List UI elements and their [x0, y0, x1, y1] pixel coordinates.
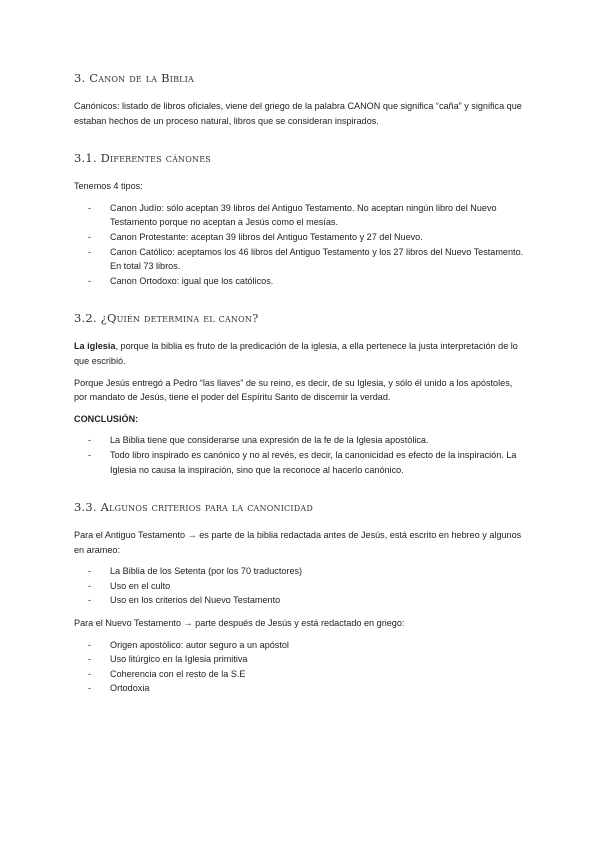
heading-canon: 3. Canon de la Biblia — [74, 71, 195, 85]
list-item: - Coherencia con el resto de la S.E — [74, 667, 526, 682]
list-item: - Canon Protestante: aceptan 39 libros del Antiguo Testamento y 27 del Nuevo. — [74, 230, 526, 245]
list-item: - Origen apostólico: autor seguro a un apóstol — [74, 638, 526, 653]
section-canon — [74, 70, 526, 128]
list-item: - Uso en el culto — [74, 579, 526, 594]
list-antiguo-testamento — [74, 564, 526, 608]
list-item: - Canon Judío: sólo aceptan 39 libros del Antiguo Testamento. No aceptan ningún libro del Nuevo Testamento porque no aceptan a Jesús como el mesías. — [74, 201, 526, 230]
list-item: - Canon Católico: aceptamos los 46 libros del Antiguo Testamento y los 27 libros del Nuevo Testamento. En total 73 libros. — [74, 245, 526, 274]
list-conclusion — [74, 433, 526, 477]
heading-criterios: 3.3. Algunos criterios para la canonicidad — [74, 500, 313, 515]
bold-iglesia: La iglesia — [74, 341, 116, 352]
paragraph-iglesia — [74, 339, 526, 368]
heading-quien-determina: 3.2. ¿Quién determina el canon? — [74, 311, 259, 326]
paragraph-nuevo-testamento: Para el Nuevo Testamento → parte después de Jesús y está redactado en griego: — [74, 618, 405, 629]
list-nuevo-testamento — [74, 638, 526, 696]
paragraph-canonicos: Canónicos: listado de libros oficiales, viene del griego de la palabra CANON que significa “caña” y significa que estaban hechos de un proceso natural, libros que se consideran inspirados. — [74, 101, 522, 126]
paragraph-tipos: Tenemos 4 tipos: — [74, 181, 143, 192]
section-canones — [74, 150, 526, 288]
section-quien-determina — [74, 310, 526, 477]
paragraph-llaves: Porque Jesús entregó a Pedro “las llaves” de su reino, es decir, de su Iglesia, y sólo él unido a los apóstoles, por mandato de Jesús, tiene el poder del Espíritu Santo de discernir la verdad. — [74, 377, 513, 403]
list-item: - La Biblia de los Setenta (por los 70 traductores) — [74, 564, 526, 579]
heading-diferentes-canones: 3.1. Diferentes cánones — [74, 151, 211, 166]
conclusion-label: CONCLUSIÓN: — [74, 413, 139, 424]
list-item: - Todo libro inspirado es canónico y no al revés, es decir, la canonicidad es efecto de la inspiración. La Iglesia no causa la inspiración, sino que la reconoce al hacerlo canónico. — [74, 448, 526, 477]
list-item: - La Biblia tiene que considerarse una expresión de la fe de la Iglesia apostólica. — [74, 433, 526, 448]
list-item: - Canon Ortodoxo: igual que los católicos. — [74, 274, 526, 289]
paragraph-iglesia-rest: , porque la biblia es fruto de la predicación de la iglesia, a ella pertenece la justa interpretación de lo que escribió. — [74, 341, 518, 366]
section-criterios — [74, 499, 526, 696]
list-item: - Ortodoxia — [74, 681, 526, 696]
list-item: - Uso litúrgico en la Iglesia primitiva — [74, 652, 526, 667]
paragraph-antiguo-testamento: Para el Antiguo Testamento → es parte de la biblia redactada antes de Jesús, está escrito en hebreo y algunos en arameo: — [74, 530, 522, 555]
list-item: - Uso en los criterios del Nuevo Testamento — [74, 593, 526, 608]
list-canones — [74, 201, 526, 289]
